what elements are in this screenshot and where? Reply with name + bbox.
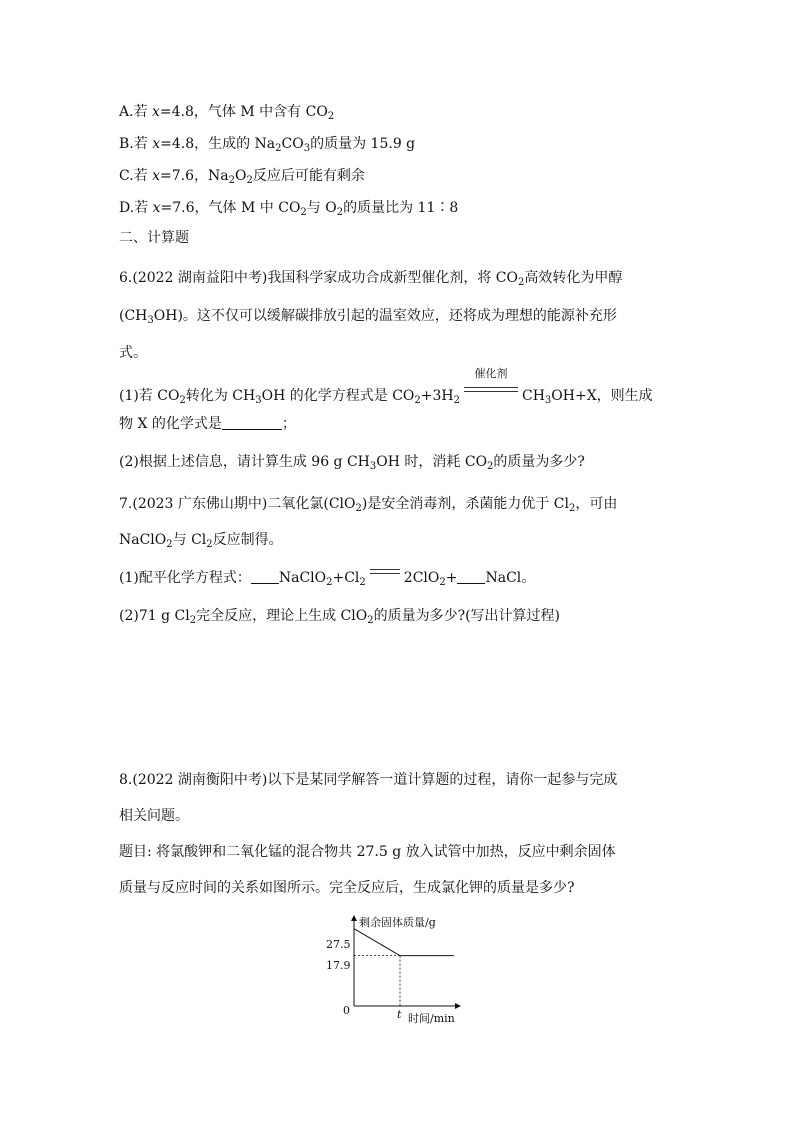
y-axis-label: 剩余固体质量/g (359, 916, 436, 929)
q7-line-1: 7.(2023 广东佛山期中)二氧化氯(ClO$_2$)是安全消毒剂，杀菌能力优于 $Cl_2$，可由 (119, 496, 618, 514)
x-tick-label-t: t (397, 1008, 402, 1021)
coefficient-blank-1[interactable] (251, 569, 279, 584)
catalyst-label: 催化剂 (474, 367, 508, 380)
q6-line-2: $(CH_3OH)$。这不仅可以缓解碳排放引起的温室效应，还将成为理想的能源补充形 (119, 308, 617, 326)
option-b: B.若 x=4.8，生成的 $Na_2CO_3$的质量为 15.9 g (119, 136, 416, 154)
q8-line-1: 8.(2022 湖南衡阳中考)以下是某同学解答一道计算题的过程，请你一起参与完成 (119, 772, 618, 788)
q6-line-3: 式。 (119, 345, 147, 361)
q6-part-1: (1)若 $CO_2$转化为 $CH_3OH$ 的化学方程式是 $CO_2+3H_2$ 催化剂 $CH_3OH+X$，则生成 (119, 384, 653, 411)
q6-line-1: 6.(2022 湖南益阳中考)我国科学家成功合成新型催化剂，将 $CO_2$高效转化为甲醇 (119, 270, 623, 288)
answer-blank[interactable] (222, 415, 282, 430)
q6-part-1-line-2: 物 X 的化学式是 ； (119, 416, 296, 432)
q7-part-2: (2)71 g $Cl_2$完全反应，理论上生成 ClO$_2$的质量为多少?(写出计算过程) (119, 608, 561, 626)
q7-line-2: NaClO$_2$与 $Cl_2$反应制得。 (119, 532, 283, 550)
coefficient-blank-2[interactable] (457, 569, 485, 584)
option-d: D.若 x=7.6，气体 M 中 $CO_2$与 $O_2$的质量比为 11∶8 (119, 200, 459, 218)
series-line (354, 929, 454, 956)
q8-line-3: 题目: 将氯酸钾和二氧化锰的混合物共 27.5 g 放入试管中加热，反应中剩余固体 (119, 844, 616, 860)
origin-label: 0 (343, 1004, 350, 1017)
q7-part-1: (1)配平化学方程式： $NaClO_2+Cl_2$ 2ClO$_2$+ NaCl。 (119, 566, 535, 593)
option-c: C.若 x=7.6，$Na_2O_2$反应后可能有剩余 (119, 168, 365, 186)
x-axis-label: 时间/min (408, 1012, 455, 1025)
q8-line-4: 质量与反应时间的关系如图所示。完全反应后，生成氯化钾的质量是多少? (119, 880, 575, 896)
y-tick-label-2: 17.9 (326, 959, 351, 972)
q8-line-2: 相关问题。 (119, 808, 189, 824)
section-title: 二、计算题 (119, 230, 189, 246)
option-a: A.若 x=4.8，气体 M 中含有 $CO_2$ (119, 104, 335, 122)
catalyst-equals-sign (464, 367, 518, 398)
mass-time-chart (320, 908, 480, 1028)
y-tick-label-1: 27.5 (326, 938, 351, 951)
q6-part-2: (2)根据上述信息，请计算生成 96 g $CH_3OH$ 时，消耗 $CO_2$的质量为多少? (119, 454, 585, 472)
reaction-equals-sign (370, 566, 400, 580)
